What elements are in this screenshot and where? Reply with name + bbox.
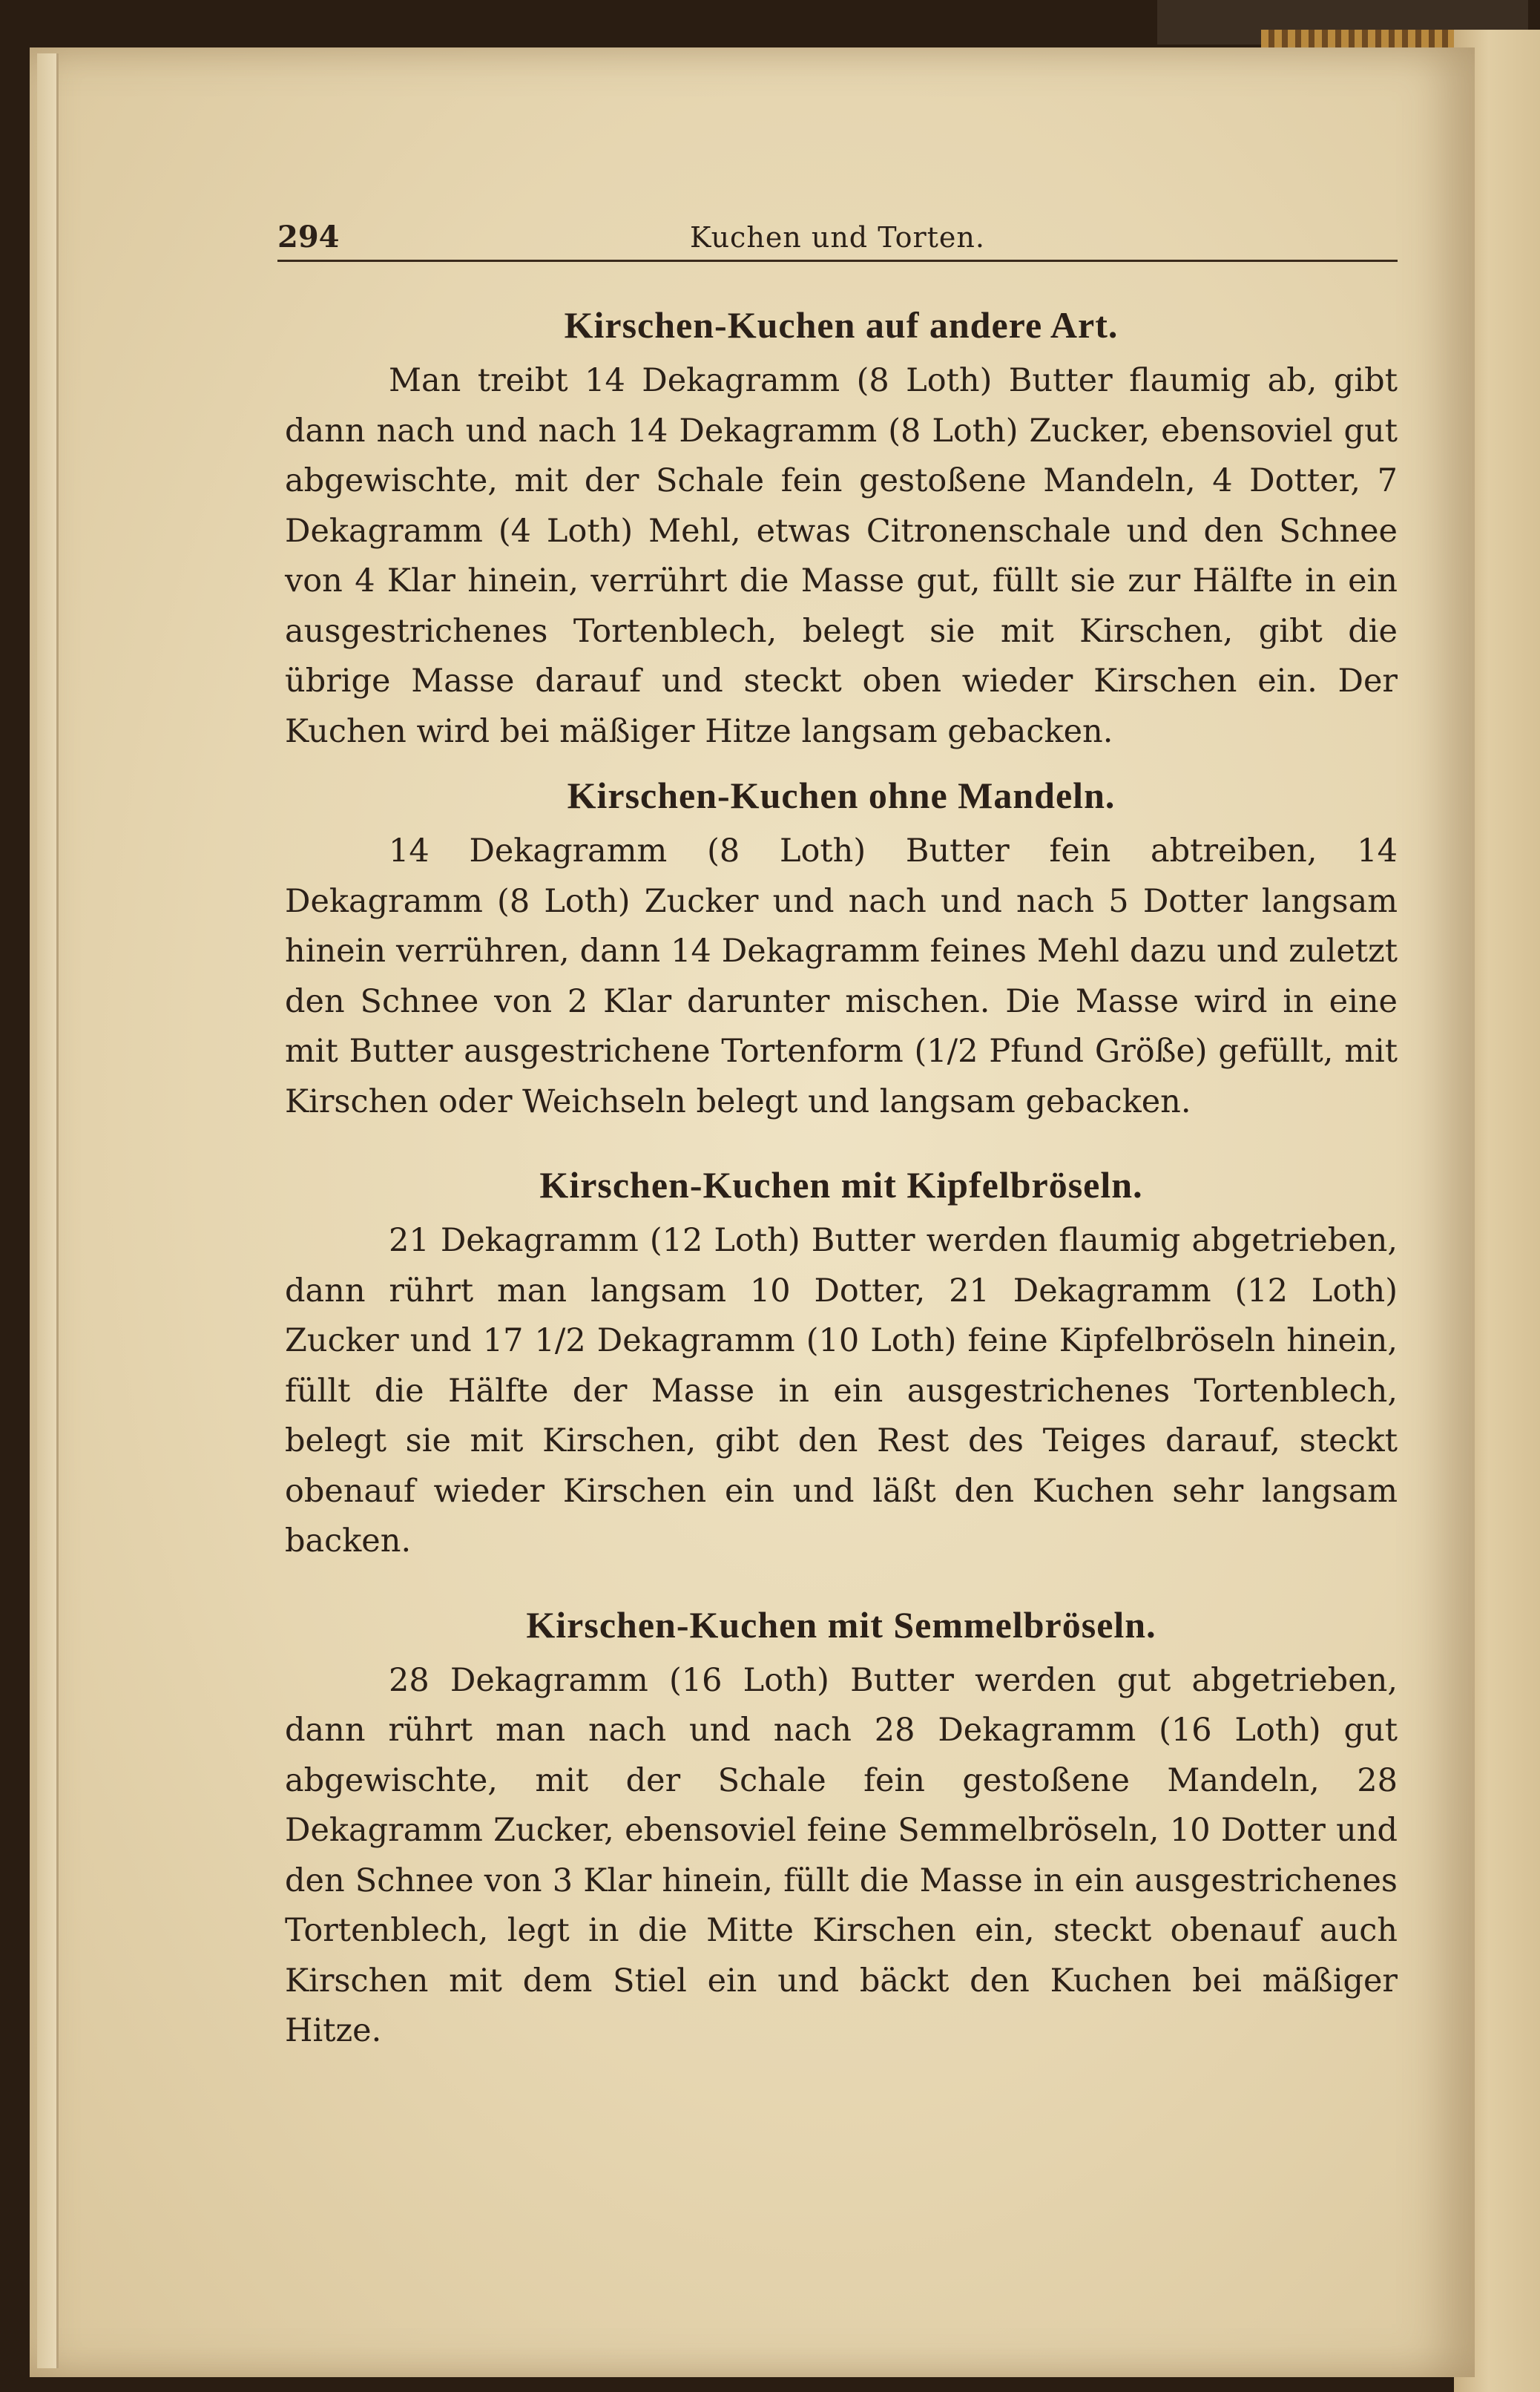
recipe <box>285 297 1398 757</box>
recipe-body: 14 Dekagramm (8 Loth) Butter fein abtreiben, 14 Dekagramm (8 Loth) Zucker und nach und nach 5 Dotter langsam hinein verrühren, dann 14 Dekagramm feines Mehl dazu und zuletzt den Schnee von 2 Klar darunter mischen. Die Masse wird in eine mit Butter ausgestrichene Tortenform (1/2 Pfund Größe) gefüllt, mit Kirschen oder Weichseln belegt und langsam gebacken. <box>285 832 1398 1120</box>
recipe <box>285 767 1398 1127</box>
running-head: Kuchen und Torten. <box>690 221 985 254</box>
recipe <box>285 1157 1398 1567</box>
page-gutter <box>37 53 59 2368</box>
page-number: 294 <box>277 220 340 254</box>
spacer <box>285 1127 1398 1157</box>
recipe-title: Kirschen-Kuchen mit Kipfelbröseln. <box>539 1164 1143 1206</box>
recipe-title: Kirschen-Kuchen ohne Mandeln. <box>567 775 1116 816</box>
spacer <box>285 1567 1398 1597</box>
recipe-body: 28 Dekagramm (16 Loth) Butter werden gut abgetrieben, dann rührt man nach und nach 28 Dekagramm (16 Loth) gut abgewischte, mit der Schale fein gestoßene Mandeln, 28 Dekagramm Zucker, ebensoviel feine Semmelbröseln, 10 Dotter und den Schnee von 3 Klar hinein, füllt die Masse in ein ausgestrichenes Tortenblech, legt in die Mitte Kirschen ein, steckt obenauf auch Kirschen mit dem Stiel ein und bäckt den Kuchen bei mäßiger Hitze. <box>285 1661 1398 2049</box>
page-header <box>277 215 1398 262</box>
recipe-title: Kirschen-Kuchen auf andere Art. <box>564 304 1119 346</box>
recipe-title: Kirschen-Kuchen mit Semmelbröseln. <box>526 1603 1156 1646</box>
page-content <box>285 297 1398 2057</box>
spacer <box>285 757 1398 767</box>
recipe <box>285 1597 1398 2057</box>
recipe-body: Man treibt 14 Dekagramm (8 Loth) Butter flaumig ab, gibt dann nach und nach 14 Dekagramm (8 Loth) Zucker, ebensoviel gut abgewischte, mit der Schale fein gestoßene Mandeln, 4 Dotter, 7 Dekagramm (4 Loth) Mehl, etwas Citronenschale und den Schnee von 4 Klar hinein, verrührt die Masse gut, füllt sie zur Hälfte in ein ausgestrichenes Tortenblech, belegt sie mit Kirschen, gibt die übrige Masse darauf und steckt oben wieder Kirschen ein. Der Kuchen wird bei mäßiger Hitze langsam gebacken. <box>285 362 1398 750</box>
decorative-binding-stripe <box>1261 30 1484 47</box>
recipe-body: 21 Dekagramm (12 Loth) Butter werden flaumig abgetrieben, dann rührt man langsam 10 Dotter, 21 Dekagramm (12 Loth) Zucker und 17 1/2 Dekagramm (10 Loth) feine Kipfelbröseln hinein, füllt die Hälfte der Masse in ein ausgestrichenes Tortenblech, belegt sie mit Kirschen, gibt den Rest des Teiges darauf, steckt obenauf wieder Kirschen ein und läßt den Kuchen sehr langsam backen. <box>285 1222 1398 1560</box>
